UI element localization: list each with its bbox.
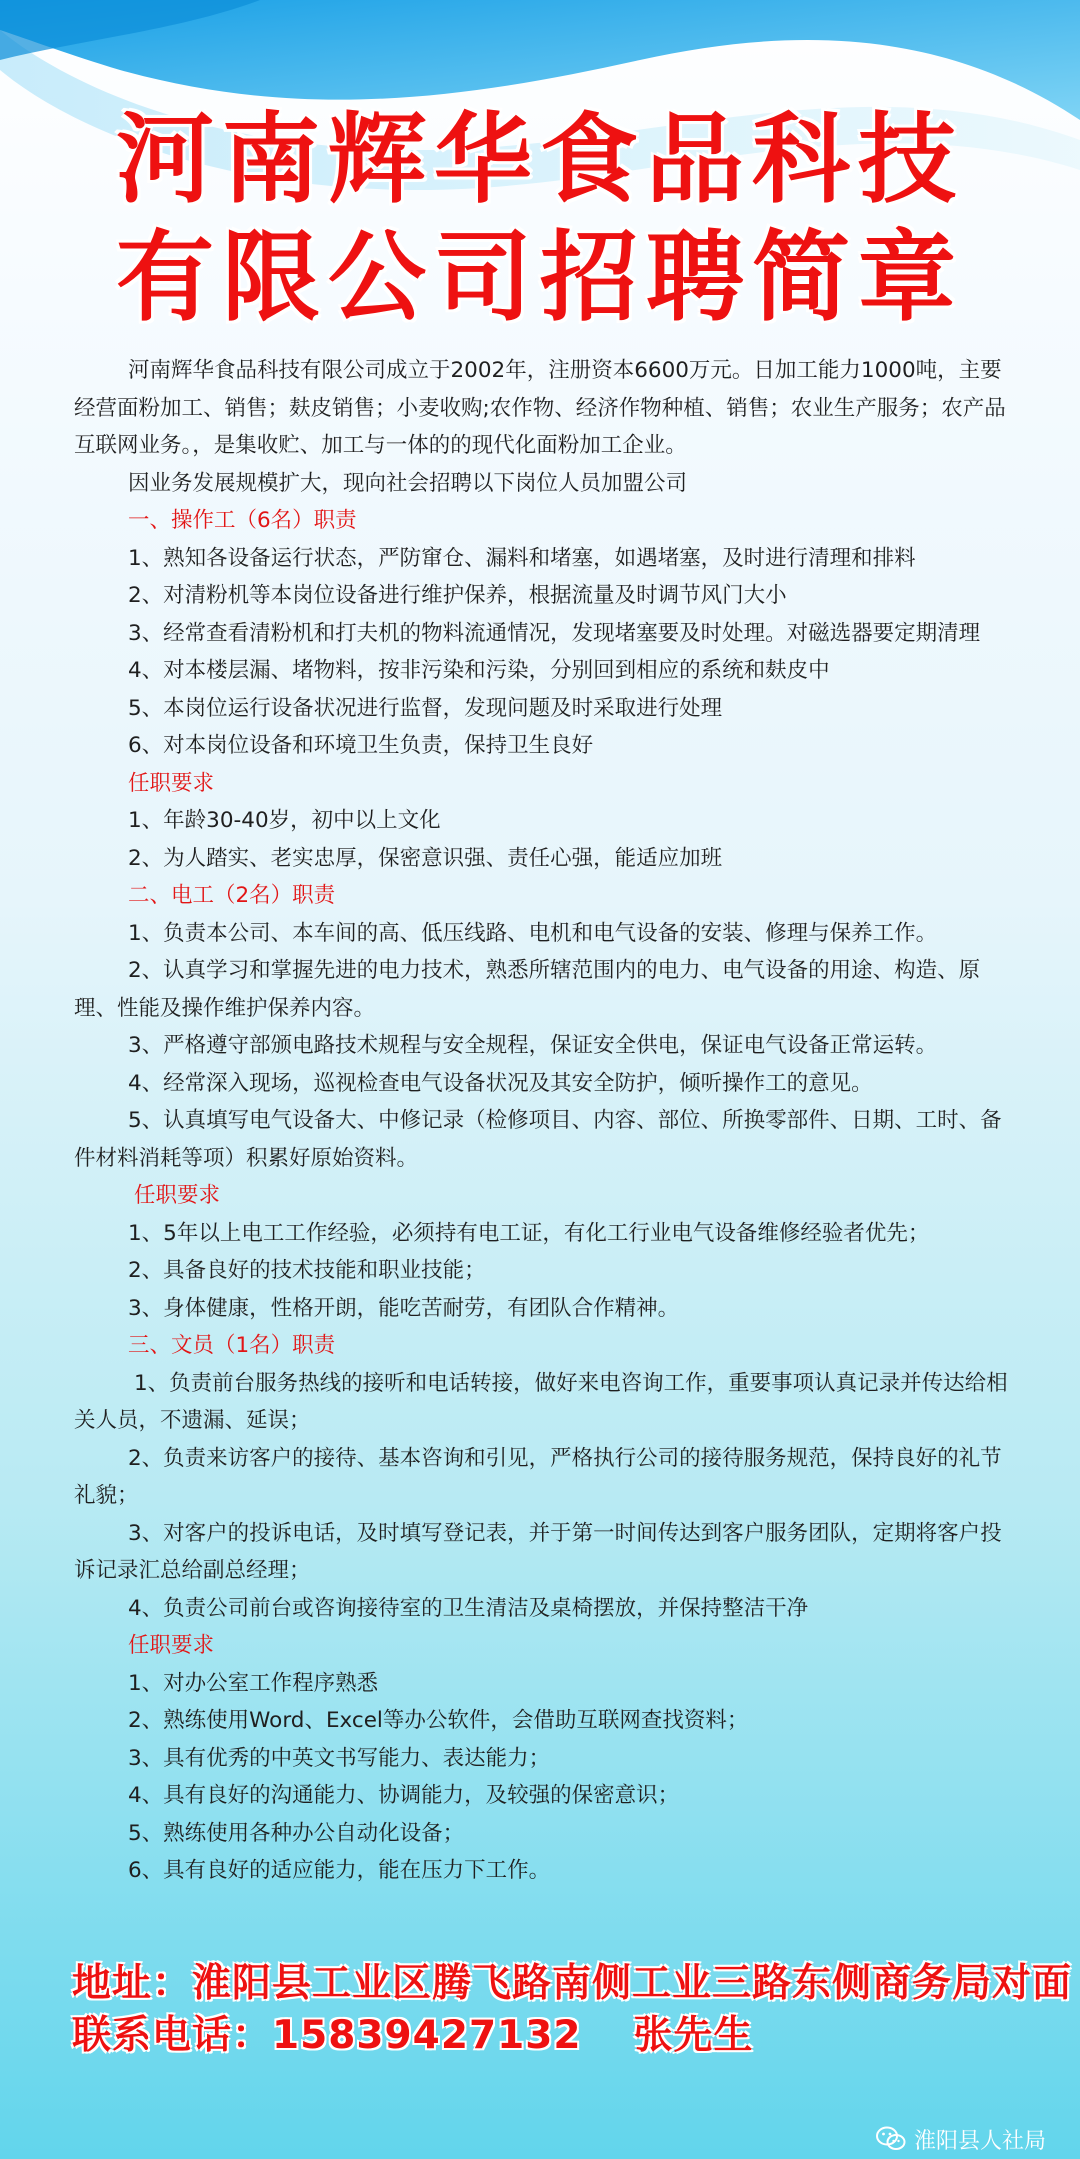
list-item: 3、严格遵守部颁电路技术规程与安全规程，保证安全供电，保证电气设备正常运转。 <box>128 1033 938 1058</box>
title-line-2: 有限公司招聘简章 <box>115 221 964 335</box>
section-heading-clerk: 三、文员（1名）职责 <box>128 1333 336 1358</box>
requirements-heading: 任职要求 <box>128 770 215 796</box>
list-item: 3、对客户的投诉电话，及时填写登记表，并于第一时间传达到客户服务团队，定期将客户投诉记录汇总给副总经理； <box>74 1520 1002 1583</box>
contact-footer <box>72 1958 1073 2062</box>
contact-person: 张先生 <box>633 2013 754 2058</box>
requirements-heading: 任职要求 <box>134 1183 221 1208</box>
list-item: 1、负责本公司、本车间的高、低压线路、电机和电气设备的安装、修理与保养工作。 <box>128 920 938 946</box>
requirements-heading: 任职要求 <box>128 1633 215 1658</box>
list-item: 5、本岗位运行设备状况进行监督，发现问题及时采取进行处理 <box>128 695 723 721</box>
phone-number: 联系电话：15839427132 <box>72 2013 582 2058</box>
list-item: 2、具备良好的技术技能和职业技能； <box>128 1258 486 1283</box>
list-item: 1、年龄30-40岁，初中以上文化 <box>128 808 441 833</box>
list-item: 1、对办公室工作程序熟悉 <box>128 1670 379 1696</box>
title-line-1: 河南辉华食品科技 <box>115 103 964 217</box>
list-item: 4、经常深入现场，巡视检查电气设备状况及其安全防护，倾听操作工的意见。 <box>128 1070 873 1096</box>
list-item: 3、具有优秀的中英文书写能力、表达能力； <box>128 1745 551 1771</box>
section-heading-electrician: 二、电工（2名）职责 <box>128 883 336 908</box>
list-item: 1、负责前台服务热线的接听和电话转接，做好来电咨询工作，重要事项认真记录并传达给相关人员，不遗漏、延误； <box>74 1370 1008 1433</box>
list-item: 2、认真学习和掌握先进的电力技术，熟悉所辖范围内的电力、电气设备的用途、构造、原理、性能及操作维护保养内容。 <box>74 958 981 1021</box>
list-item: 2、负责来访客户的接待、基本咨询和引见，严格执行公司的接待服务规范，保持良好的礼节礼貌； <box>74 1445 1002 1508</box>
section-heading-operator: 一、操作工（6名）职责 <box>128 508 357 533</box>
address-line: 地址：淮阳县工业区腾飞路南侧工业三路东侧商务局对面 <box>72 1961 1073 2006</box>
list-item: 1、5年以上电工工作经验，必须持有电工证，有化工行业电气设备维修经验者优先； <box>128 1220 930 1246</box>
list-item: 2、熟练使用Word、Excel等办公软件，会借助互联网查找资料； <box>128 1708 749 1733</box>
watermark <box>876 2124 1046 2154</box>
list-item: 4、对本楼层漏、堵物料，按非污染和污染，分别回到相应的系统和麸皮中 <box>128 658 830 683</box>
list-item: 5、熟练使用各种办公自动化设备； <box>128 1820 465 1846</box>
list-item: 4、具有良好的沟通能力、协调能力，及较强的保密意识； <box>128 1783 680 1808</box>
list-item: 2、为人踏实、老实忠厚，保密意识强、责任心强，能适应加班 <box>128 845 723 871</box>
watermark-text: 淮阳县人社局 <box>913 2128 1046 2154</box>
list-item: 4、负责公司前台或咨询接待室的卫生清洁及桌椅摆放，并保持整洁干净 <box>128 1595 809 1621</box>
list-item: 3、经常查看清粉机和打夫机的物料流通情况，发现堵塞要及时处理。对磁选器要定期清理 <box>128 620 981 646</box>
poster-body <box>74 352 1018 1890</box>
wechat-icon <box>876 2126 906 2152</box>
list-item: 2、对清粉机等本岗位设备进行维护保养，根据流量及时调节风门大小 <box>128 583 787 608</box>
intro-recruit-line: 因业务发展规模扩大，现向社会招聘以下岗位人员加盟公司 <box>128 470 688 496</box>
list-item: 5、认真填写电气设备大、中修记录（检修项目、内容、部位、所换零部件、日期、工时、备件材料消耗等项）积累好原始资料。 <box>74 1108 1002 1171</box>
intro-paragraph: 河南辉华食品科技有限公司成立于2002年，注册资本6600万元。日加工能力1000吨，主要经营面粉加工、销售；麸皮销售；小麦收购;农作物、经济作物种植、销售；农业生产服务；农产品互联网业务。，是集收贮、加工与一体的的现代化面粉加工企业。 <box>74 358 1006 458</box>
list-item: 6、具有良好的适应能力，能在压力下工作。 <box>128 1858 551 1883</box>
phone-line <box>72 2010 1032 2062</box>
list-item: 1、熟知各设备运行状态，严防窜仓、漏料和堵塞，如遇堵塞，及时进行清理和排料 <box>128 545 916 571</box>
list-item: 3、身体健康，性格开朗，能吃苦耐劳，有团队合作精神。 <box>128 1295 680 1321</box>
list-item: 6、对本岗位设备和环境卫生负责，保持卫生良好 <box>128 733 594 758</box>
